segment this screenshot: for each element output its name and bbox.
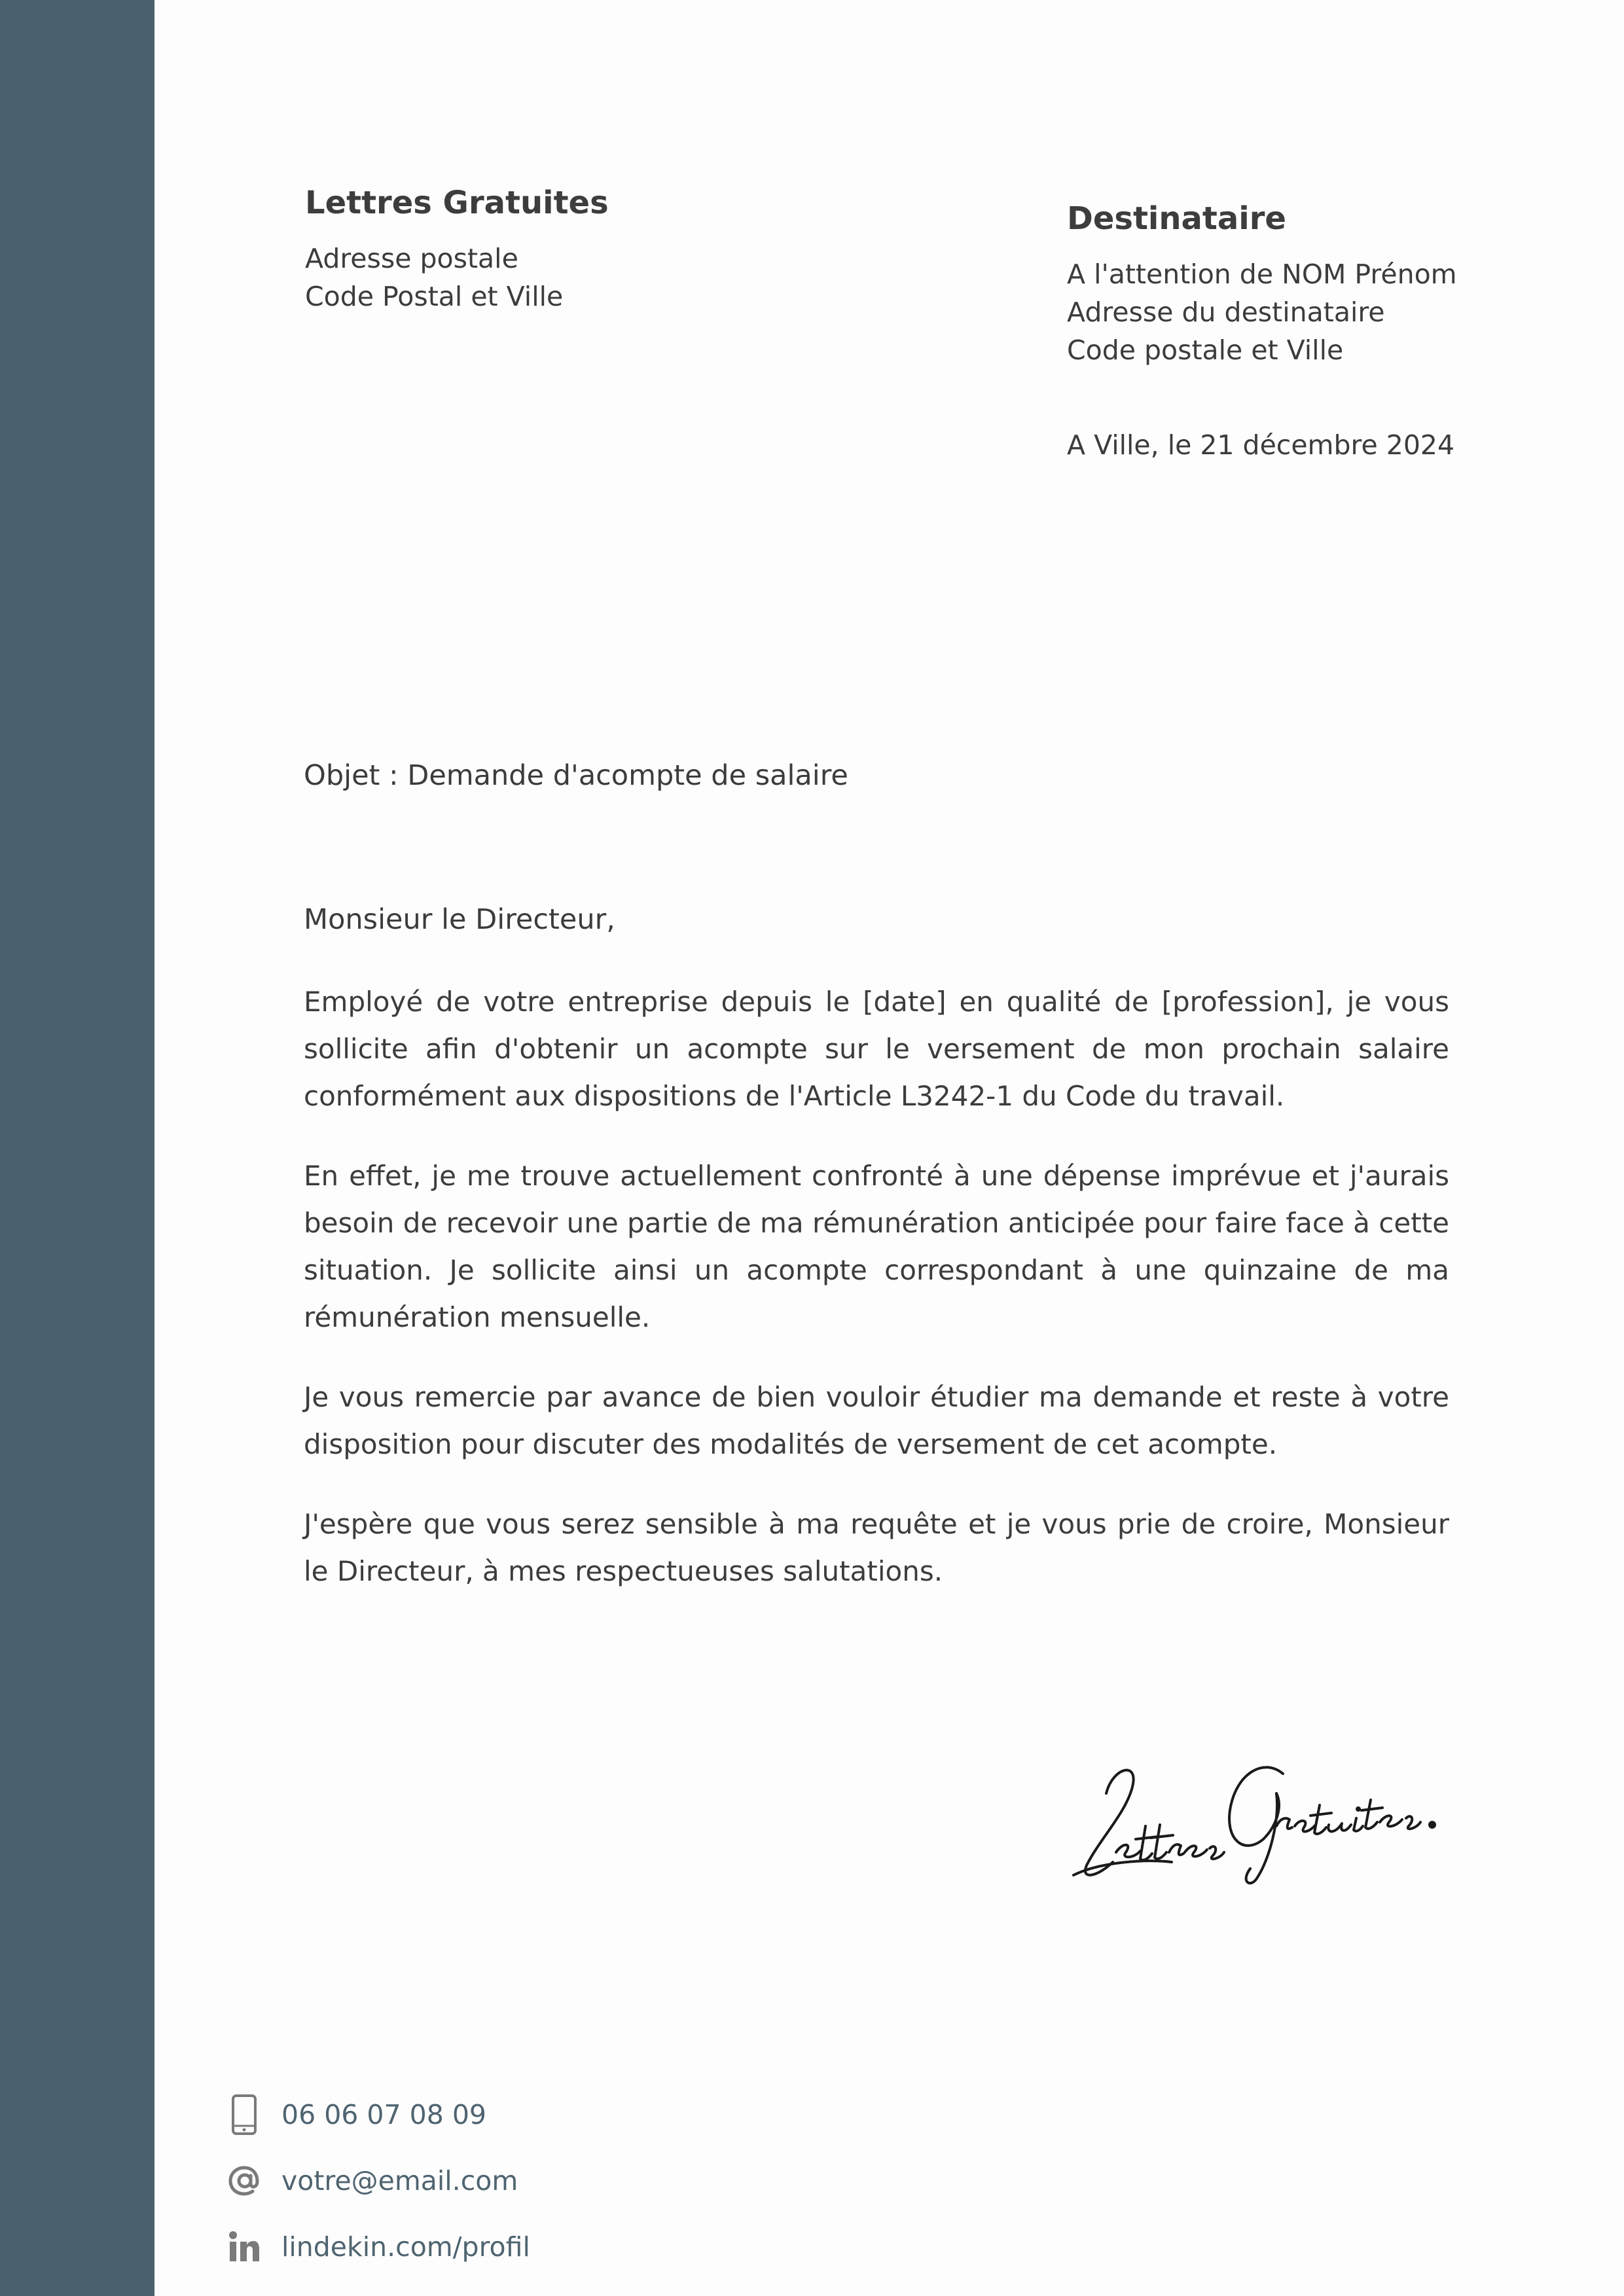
- letter-body: [304, 978, 1449, 1628]
- phone-icon: [226, 2094, 262, 2135]
- side-bar: [0, 0, 154, 2296]
- sender-name: Lettres Gratuites: [305, 185, 609, 221]
- recipient-block: [1067, 200, 1564, 369]
- sender-city-line: Code Postal et Ville: [305, 280, 564, 312]
- at-icon: [226, 2161, 262, 2201]
- handwritten-signature: [1060, 1728, 1440, 1892]
- linkedin-icon: [226, 2227, 262, 2267]
- body-paragraph: Employé de votre entreprise depuis le [date] en qualité de [profession], je vous sollicite afin d'obtenir un acompte sur le versement de mon prochain salaire conformément aux dispositions de l'Article L3242-1 du Code du travail.: [304, 986, 1449, 1112]
- sender-block: [305, 185, 894, 315]
- recipient-city-line: Code postale et Ville: [1067, 334, 1344, 366]
- contact-linkedin[interactable]: lindekin.com/profil: [281, 2231, 530, 2263]
- recipient-title: Destinataire: [1067, 200, 1286, 237]
- contact-email[interactable]: votre@email.com: [281, 2164, 518, 2197]
- body-paragraph: Je vous remercie par avance de bien vouloir étudier ma demande et reste à votre disposition pour discuter des modalités de versement de cet acompte.: [304, 1381, 1449, 1460]
- contact-phone-row: [226, 2081, 530, 2147]
- contact-linkedin-row: [226, 2214, 530, 2280]
- contact-email-row: [226, 2147, 530, 2214]
- letter-date: A Ville, le 21 décembre 2024: [1067, 429, 1455, 461]
- letter-subject: Objet : Demande d'acompte de salaire: [304, 759, 848, 792]
- recipient-attention-line: A l'attention de NOM Prénom: [1067, 258, 1457, 290]
- body-paragraph: En effet, je me trouve actuellement confronté à une dépense imprévue et j'aurais besoin de recevoir une partie de ma rémunération anticipée pour faire face à cette situation. Je sollicite ainsi un acompte correspondant à une quinzaine de ma rémunération mensuelle.: [304, 1160, 1449, 1333]
- body-paragraph: J'espère que vous serez sensible à ma requête et je vous prie de croire, Monsieur le Directeur, à mes respectueuses salutations.: [304, 1508, 1449, 1587]
- contact-phone[interactable]: 06 06 07 08 09: [281, 2098, 486, 2130]
- sender-address-line: Adresse postale: [305, 242, 518, 274]
- letter-salutation: Monsieur le Directeur,: [304, 903, 615, 936]
- contact-list: [226, 2081, 530, 2280]
- recipient-address-line: Adresse du destinataire: [1067, 296, 1385, 328]
